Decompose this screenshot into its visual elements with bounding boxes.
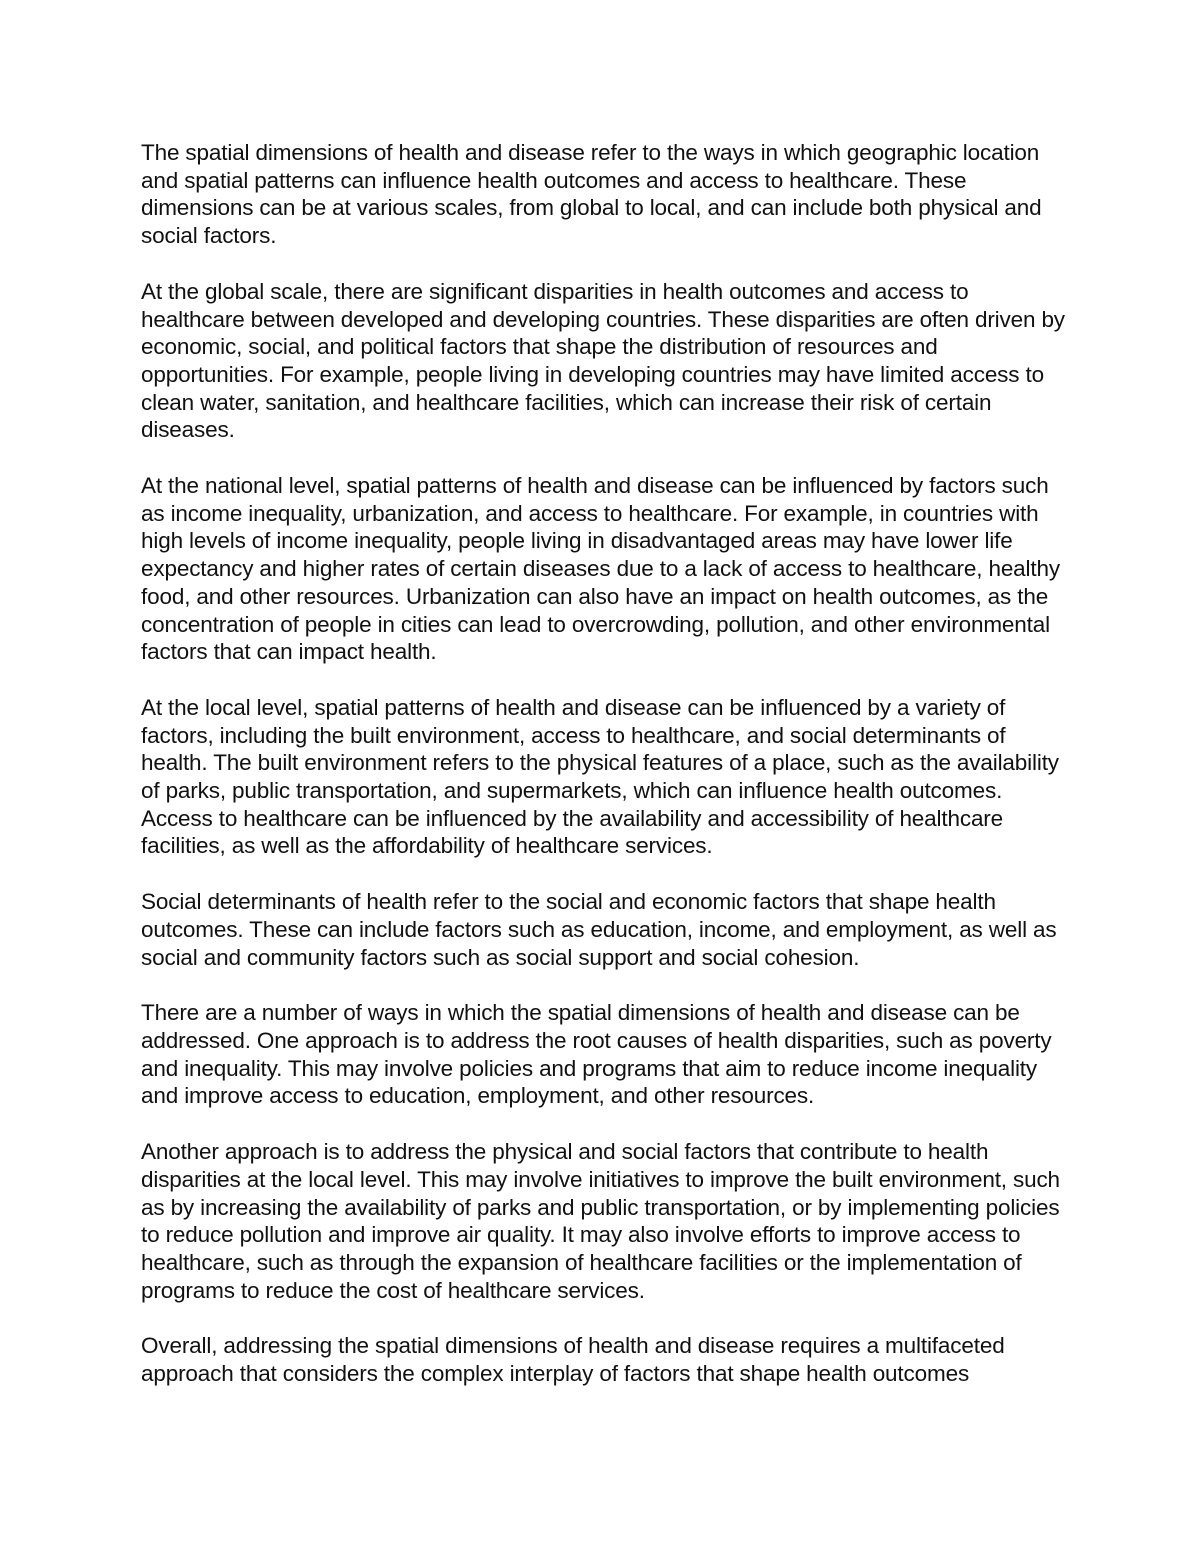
paragraph-overall: Overall, addressing the spatial dimensions of health and disease requires a multifaceted approach that considers the complex interplay of factors that shape health outcomes xyxy=(141,1333,1005,1387)
document-body xyxy=(141,139,1071,1416)
paragraph-addressing-root-causes: There are a number of ways in which the spatial dimensions of health and disease can be addressed. One approach is to address the root causes of health disparities, such as poverty and inequality. This may involve policies and programs that aim to reduce income inequality and improve access to education, employment, and other resources. xyxy=(141,1000,1052,1109)
paragraph-intro: The spatial dimensions of health and disease refer to the ways in which geographic location and spatial patterns can influence health outcomes and access to healthcare. These dimensions can be at various scales, from global to local, and can include both physical and social factors. xyxy=(141,140,1042,249)
paragraph-another-approach: Another approach is to address the physical and social factors that contribute to health disparities at the local level. This may involve initiatives to improve the built environment, such as by increasing the availability of parks and public transportation, or by implementing policies to reduce pollution and improve air quality. It may also involve efforts to improve access to healthcare, such as through the expansion of healthcare facilities or the implementation of programs to reduce the cost of healthcare services. xyxy=(141,1139,1060,1303)
paragraph-national-level: At the national level, spatial patterns of health and disease can be influenced by factors such as income inequality, urbanization, and access to healthcare. For example, in countries with high levels of income inequality, people living in disadvantaged areas may have lower life expectancy and higher rates of certain diseases due to a lack of access to healthcare, healthy food, and other resources. Urbanization can also have an impact on health outcomes, as the concentration of people in cities can lead to overcrowding, pollution, and other environmental factors that can impact health. xyxy=(141,473,1060,665)
paragraph-global-scale: At the global scale, there are significant disparities in health outcomes and access to healthcare between developed and developing countries. These disparities are often driven by economic, social, and political factors that shape the distribution of resources and opportunities. For example, people living in developing countries may have limited access to clean water, sanitation, and healthcare facilities, which can increase their risk of certain diseases. xyxy=(141,278,1065,443)
paragraph-local-level: At the local level, spatial patterns of health and disease can be influenced by a variety of factors, including the built environment, access to healthcare, and social determinants of health. The built environment refers to the physical features of a place, such as the availability of parks, public transportation, and supermarkets, which can influence health outcomes. Access to healthcare can be influenced by the availability and accessibility of healthcare facilities, as well as the affordability of healthcare services. xyxy=(141,694,1059,859)
paragraph-social-determinants: Social determinants of health refer to the social and economic factors that shape health outcomes. These can include factors such as education, income, and employment, as well as social and community factors such as social support and social cohesion. xyxy=(141,889,1057,970)
